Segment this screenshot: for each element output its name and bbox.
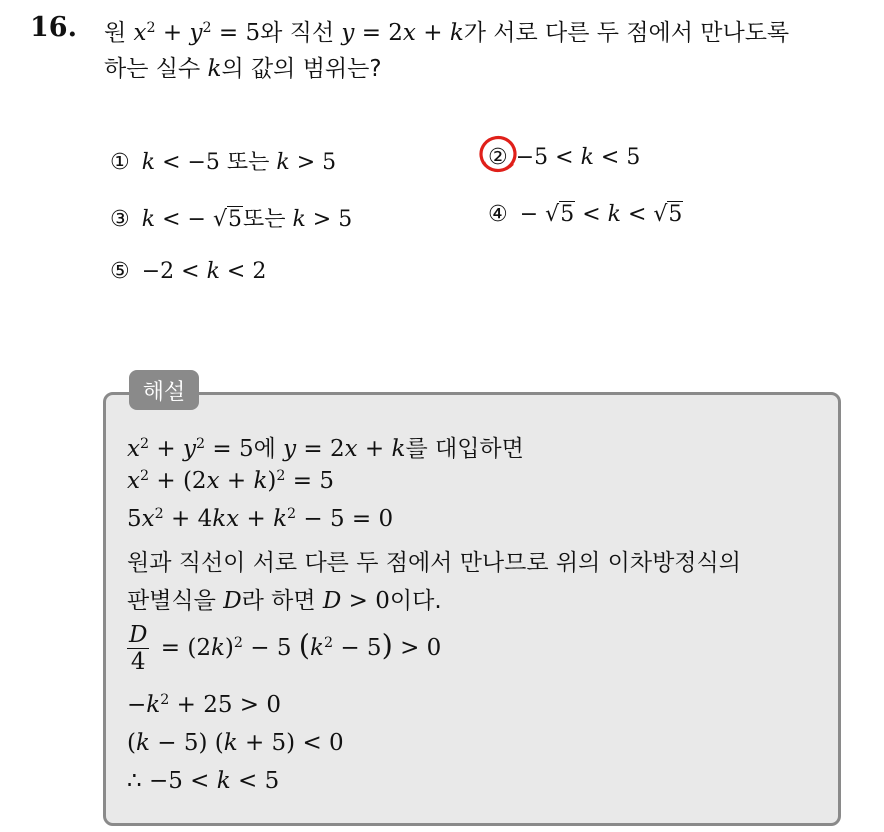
sqrt-symbol: √5	[653, 202, 683, 227]
choice-number: ①	[110, 150, 130, 175]
math-expression: $x^2 + y^2 = 5$	[133, 20, 261, 46]
question-text: 의 값의 범위는?	[221, 56, 382, 82]
choice-1[interactable]: ① k < −5 또는 k > 5	[110, 150, 337, 175]
solution-line-1: $x^2 + y^2 = 5$에 y = 2x + k를 대입하면	[127, 436, 524, 462]
solution-tab: 해설	[129, 370, 199, 410]
choice-number: ③	[110, 207, 130, 232]
question-line-2	[104, 50, 382, 83]
choice-2[interactable]: ② −5 < k < 5	[488, 145, 641, 170]
question-text: 하는 실수	[104, 56, 208, 82]
sqrt-symbol: √5	[212, 207, 242, 232]
solution-line-5: 판별식을 D라 하면 D > 0이다.	[127, 588, 442, 614]
question-text: 가 서로 다른 두 점에서 만나도록	[463, 20, 790, 46]
choice-number: ④	[488, 202, 508, 227]
solution-line-2: $x^2 + (2x + k)^2 = 5$	[127, 468, 334, 494]
math-expression: y = 2x + k	[341, 20, 464, 46]
sqrt-symbol: √5	[545, 202, 575, 227]
solution-line-6: $\frac{D}{4}$ = $(2k)^2 - 5$ $(k^2 - 5) > 0$	[129, 622, 442, 676]
question-number: 16.	[30, 12, 77, 43]
question-text: 원	[104, 20, 134, 46]
choice-number: ②	[488, 145, 508, 170]
choice-5[interactable]: ⑤ −2 < k < 2	[110, 259, 267, 284]
choice-4[interactable]: ④ − √5 < k < √5	[488, 202, 683, 227]
solution-line-9: ∴ −5 < k < 5	[127, 768, 280, 794]
question-line-1	[104, 14, 789, 47]
solution-line-3: $5x^2 + 4kx + k^2 - 5 = 0$	[127, 506, 394, 532]
math-variable: k	[207, 56, 222, 82]
question-text: 와 직선	[260, 20, 342, 46]
choice-number: ⑤	[110, 259, 130, 284]
solution-line-4: 원과 직선이 서로 다른 두 점에서 만나므로 위의 이차방정식의	[127, 550, 741, 576]
solution-line-8: (k − 5) (k + 5) < 0	[127, 730, 344, 756]
solution-line-7: $-k^2 + 25 > 0$	[127, 692, 281, 718]
choice-3[interactable]: ③ k < − √5또는 k > 5	[110, 207, 353, 232]
fraction: $\frac{D}{4}$	[129, 622, 148, 676]
